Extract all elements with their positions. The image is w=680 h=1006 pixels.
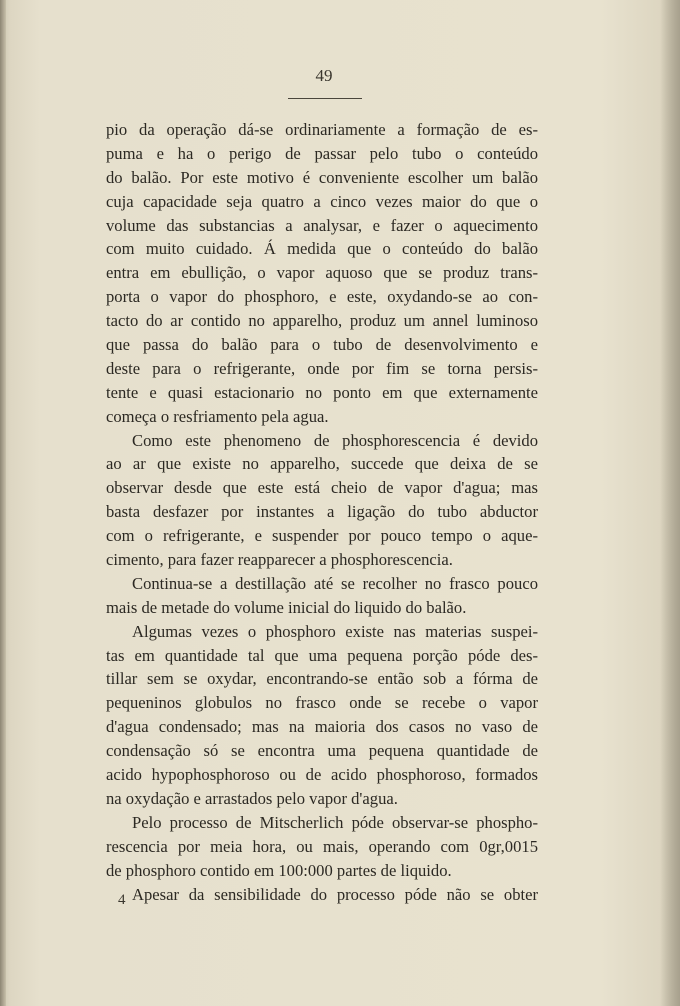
text-line: observar desde que este está cheio de vapor d'agua; mas (106, 478, 538, 498)
text-line: do balão. Por este motivo é conveniente escolher um balão (106, 167, 538, 187)
signature-mark: 4 (118, 892, 126, 908)
text-line: que passa do balão para o tubo de desenvolvimento e (106, 335, 538, 355)
text-line: d'agua condensado; mas na maioria dos casos no vaso de (106, 717, 538, 737)
text-line: Apesar da sensibilidade do processo póde não se obter (132, 884, 538, 904)
text-line: Algumas vezes o phosphoro existe nas materias suspei- (132, 621, 538, 641)
text-line: deste para o refrigerante, onde por fim se torna persis- (106, 358, 538, 378)
page-gutter-shadow (0, 0, 6, 1006)
text-line: com muito cuidado. Á medida que o conteúdo do balão (106, 239, 538, 259)
text-line: puma e ha o perigo de passar pelo tubo o conteúdo (106, 143, 538, 163)
text-line: basta desfazer por instantes a ligação do tubo abductor (106, 502, 538, 522)
text-line: cimento, para fazer reapparecer a phosphorescencia. (106, 550, 453, 570)
text-line: Como este phenomeno de phosphorescencia é devido (132, 430, 538, 450)
text-line: pio da operação dá-se ordinariamente a formação de es- (106, 120, 538, 139)
text-line: tillar sem se oxydar, encontrando-se então sob a fórma de (106, 669, 538, 689)
text-line: Pelo processo de Mitscherlich póde observar-se phospho- (132, 812, 538, 832)
body-text (106, 118, 538, 906)
page-edge-shadow (660, 0, 680, 1006)
text-line: acido hypophosphoroso ou de acido phosphoroso, formados (106, 765, 538, 785)
text-line: rescencia por meia hora, ou mais, operando com 0gr,0015 (106, 836, 538, 856)
text-line: de phosphoro contido em 100:000 partes de liquido. (106, 860, 452, 880)
text-line: começa o resfriamento pela agua. (106, 406, 329, 426)
text-line: tente e quasi estacionario no ponto em que externamente (106, 382, 538, 402)
text-line: na oxydação e arrastados pelo vapor d'agua. (106, 788, 398, 808)
text-line: pequeninos globulos no frasco onde se recebe o vapor (106, 693, 538, 713)
text-line: cuja capacidade seja quatro a cinco vezes maior do que o (106, 191, 538, 211)
text-line: tacto do ar contido no apparelho, produz um annel luminoso (106, 311, 538, 331)
text-line: volume das substancias a analysar, e fazer o aquecimento (106, 215, 538, 235)
text-line: ao ar que existe no apparelho, succede que deixa de se (106, 454, 538, 474)
text-line: entra em ebullição, o vapor aquoso que se produz trans- (106, 263, 538, 283)
text-line: mais de metade do volume inicial do liquido do balão. (106, 597, 467, 617)
text-line: porta o vapor do phosphoro, e este, oxydando-se ao con- (106, 287, 538, 307)
text-line: tas em quantidade tal que uma pequena porção póde des- (106, 645, 538, 665)
text-line: com o refrigerante, e suspender por pouco tempo o aque- (106, 526, 538, 546)
header-rule (288, 98, 362, 99)
page-number: 49 (315, 66, 333, 85)
text-line: Continua-se a destillação até se recolher no frasco pouco (132, 573, 538, 593)
text-line: condensação só se encontra uma pequena quantidade de (106, 741, 538, 761)
